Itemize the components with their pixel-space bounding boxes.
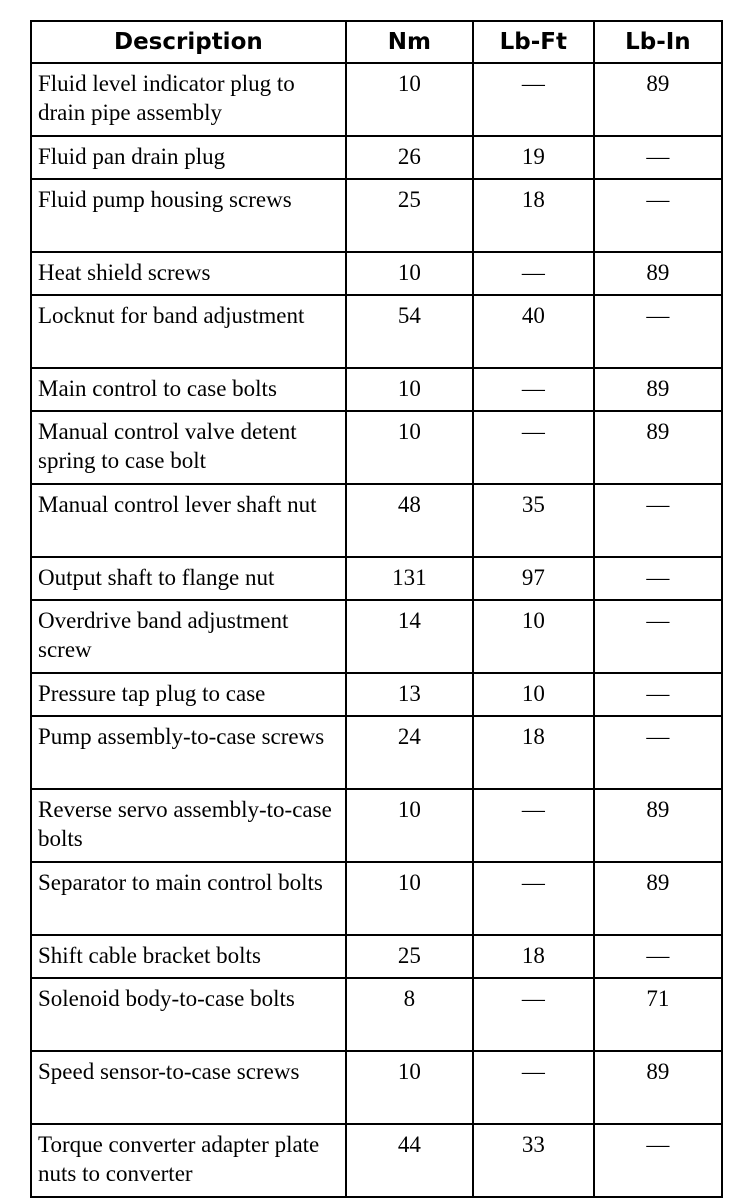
table-row bbox=[31, 411, 722, 484]
cell-lb-ft: — bbox=[473, 368, 594, 411]
cell-nm: 10 bbox=[346, 862, 473, 935]
cell-description: Pump assembly-to-case screws bbox=[31, 716, 346, 789]
cell-description: Fluid pan drain plug bbox=[31, 136, 346, 179]
cell-nm: 54 bbox=[346, 295, 473, 368]
cell-description: Solenoid body-to-case bolts bbox=[31, 978, 346, 1051]
cell-nm: 10 bbox=[346, 63, 473, 136]
cell-lb-ft: — bbox=[473, 862, 594, 935]
cell-lb-in: 89 bbox=[594, 862, 722, 935]
cell-lb-ft: 18 bbox=[473, 935, 594, 978]
cell-description: Torque converter adapter plate nuts to converter bbox=[31, 1124, 346, 1197]
cell-lb-ft: 10 bbox=[473, 673, 594, 716]
cell-lb-ft: — bbox=[473, 978, 594, 1051]
cell-lb-in: — bbox=[594, 557, 722, 600]
table-row bbox=[31, 1124, 722, 1197]
cell-nm: 10 bbox=[346, 411, 473, 484]
table-row bbox=[31, 63, 722, 136]
cell-lb-ft: 18 bbox=[473, 179, 594, 252]
cell-lb-ft: — bbox=[473, 789, 594, 862]
cell-description: Reverse servo assembly-to-case bolts bbox=[31, 789, 346, 862]
table-row bbox=[31, 789, 722, 862]
cell-lb-ft: 18 bbox=[473, 716, 594, 789]
header-nm: Nm bbox=[346, 21, 473, 63]
table-header-row bbox=[31, 21, 722, 63]
header-description: Description bbox=[31, 21, 346, 63]
table-row bbox=[31, 862, 722, 935]
cell-nm: 10 bbox=[346, 1051, 473, 1124]
cell-lb-in: — bbox=[594, 295, 722, 368]
cell-lb-in: 89 bbox=[594, 789, 722, 862]
cell-description: Manual control valve detent spring to case bolt bbox=[31, 411, 346, 484]
table-row bbox=[31, 179, 722, 252]
cell-lb-ft: 97 bbox=[473, 557, 594, 600]
cell-lb-in: — bbox=[594, 716, 722, 789]
table-row bbox=[31, 935, 722, 978]
table-row bbox=[31, 136, 722, 179]
cell-nm: 14 bbox=[346, 600, 473, 673]
cell-nm: 26 bbox=[346, 136, 473, 179]
cell-description: Shift cable bracket bolts bbox=[31, 935, 346, 978]
cell-lb-ft: 10 bbox=[473, 600, 594, 673]
cell-lb-ft: — bbox=[473, 411, 594, 484]
cell-nm: 13 bbox=[346, 673, 473, 716]
cell-nm: 25 bbox=[346, 935, 473, 978]
cell-lb-in: — bbox=[594, 179, 722, 252]
torque-spec-table bbox=[30, 20, 723, 1198]
cell-lb-ft: 19 bbox=[473, 136, 594, 179]
cell-lb-in: — bbox=[594, 136, 722, 179]
table-row bbox=[31, 368, 722, 411]
table-row bbox=[31, 716, 722, 789]
cell-lb-in: — bbox=[594, 935, 722, 978]
cell-nm: 8 bbox=[346, 978, 473, 1051]
header-lb-ft: Lb-Ft bbox=[473, 21, 594, 63]
cell-nm: 10 bbox=[346, 252, 473, 295]
cell-description: Locknut for band adjustment bbox=[31, 295, 346, 368]
table-row bbox=[31, 978, 722, 1051]
header-lb-in: Lb-In bbox=[594, 21, 722, 63]
cell-description: Output shaft to flange nut bbox=[31, 557, 346, 600]
cell-lb-ft: — bbox=[473, 1051, 594, 1124]
table-row bbox=[31, 600, 722, 673]
cell-nm: 25 bbox=[346, 179, 473, 252]
table-row bbox=[31, 484, 722, 557]
cell-description: Separator to main control bolts bbox=[31, 862, 346, 935]
cell-lb-in: 89 bbox=[594, 1051, 722, 1124]
table-row bbox=[31, 252, 722, 295]
cell-lb-in: — bbox=[594, 1124, 722, 1197]
cell-nm: 44 bbox=[346, 1124, 473, 1197]
cell-lb-in: 89 bbox=[594, 63, 722, 136]
cell-description: Fluid pump housing screws bbox=[31, 179, 346, 252]
table-row bbox=[31, 673, 722, 716]
cell-lb-in: — bbox=[594, 600, 722, 673]
cell-lb-in: — bbox=[594, 673, 722, 716]
table-row bbox=[31, 295, 722, 368]
cell-lb-in: 89 bbox=[594, 368, 722, 411]
cell-description: Overdrive band adjustment screw bbox=[31, 600, 346, 673]
cell-lb-ft: — bbox=[473, 252, 594, 295]
cell-lb-in: 71 bbox=[594, 978, 722, 1051]
cell-description: Pressure tap plug to case bbox=[31, 673, 346, 716]
cell-description: Main control to case bolts bbox=[31, 368, 346, 411]
cell-description: Speed sensor-to-case screws bbox=[31, 1051, 346, 1124]
cell-description: Heat shield screws bbox=[31, 252, 346, 295]
cell-nm: 24 bbox=[346, 716, 473, 789]
cell-description: Fluid level indicator plug to drain pipe assembly bbox=[31, 63, 346, 136]
cell-description: Manual control lever shaft nut bbox=[31, 484, 346, 557]
cell-lb-in: 89 bbox=[594, 411, 722, 484]
cell-nm: 48 bbox=[346, 484, 473, 557]
cell-lb-in: 89 bbox=[594, 252, 722, 295]
cell-lb-ft: — bbox=[473, 63, 594, 136]
cell-lb-in: — bbox=[594, 484, 722, 557]
cell-nm: 131 bbox=[346, 557, 473, 600]
cell-nm: 10 bbox=[346, 368, 473, 411]
table-row bbox=[31, 1051, 722, 1124]
cell-lb-ft: 40 bbox=[473, 295, 594, 368]
cell-lb-ft: 35 bbox=[473, 484, 594, 557]
cell-lb-ft: 33 bbox=[473, 1124, 594, 1197]
cell-nm: 10 bbox=[346, 789, 473, 862]
table-row bbox=[31, 557, 722, 600]
